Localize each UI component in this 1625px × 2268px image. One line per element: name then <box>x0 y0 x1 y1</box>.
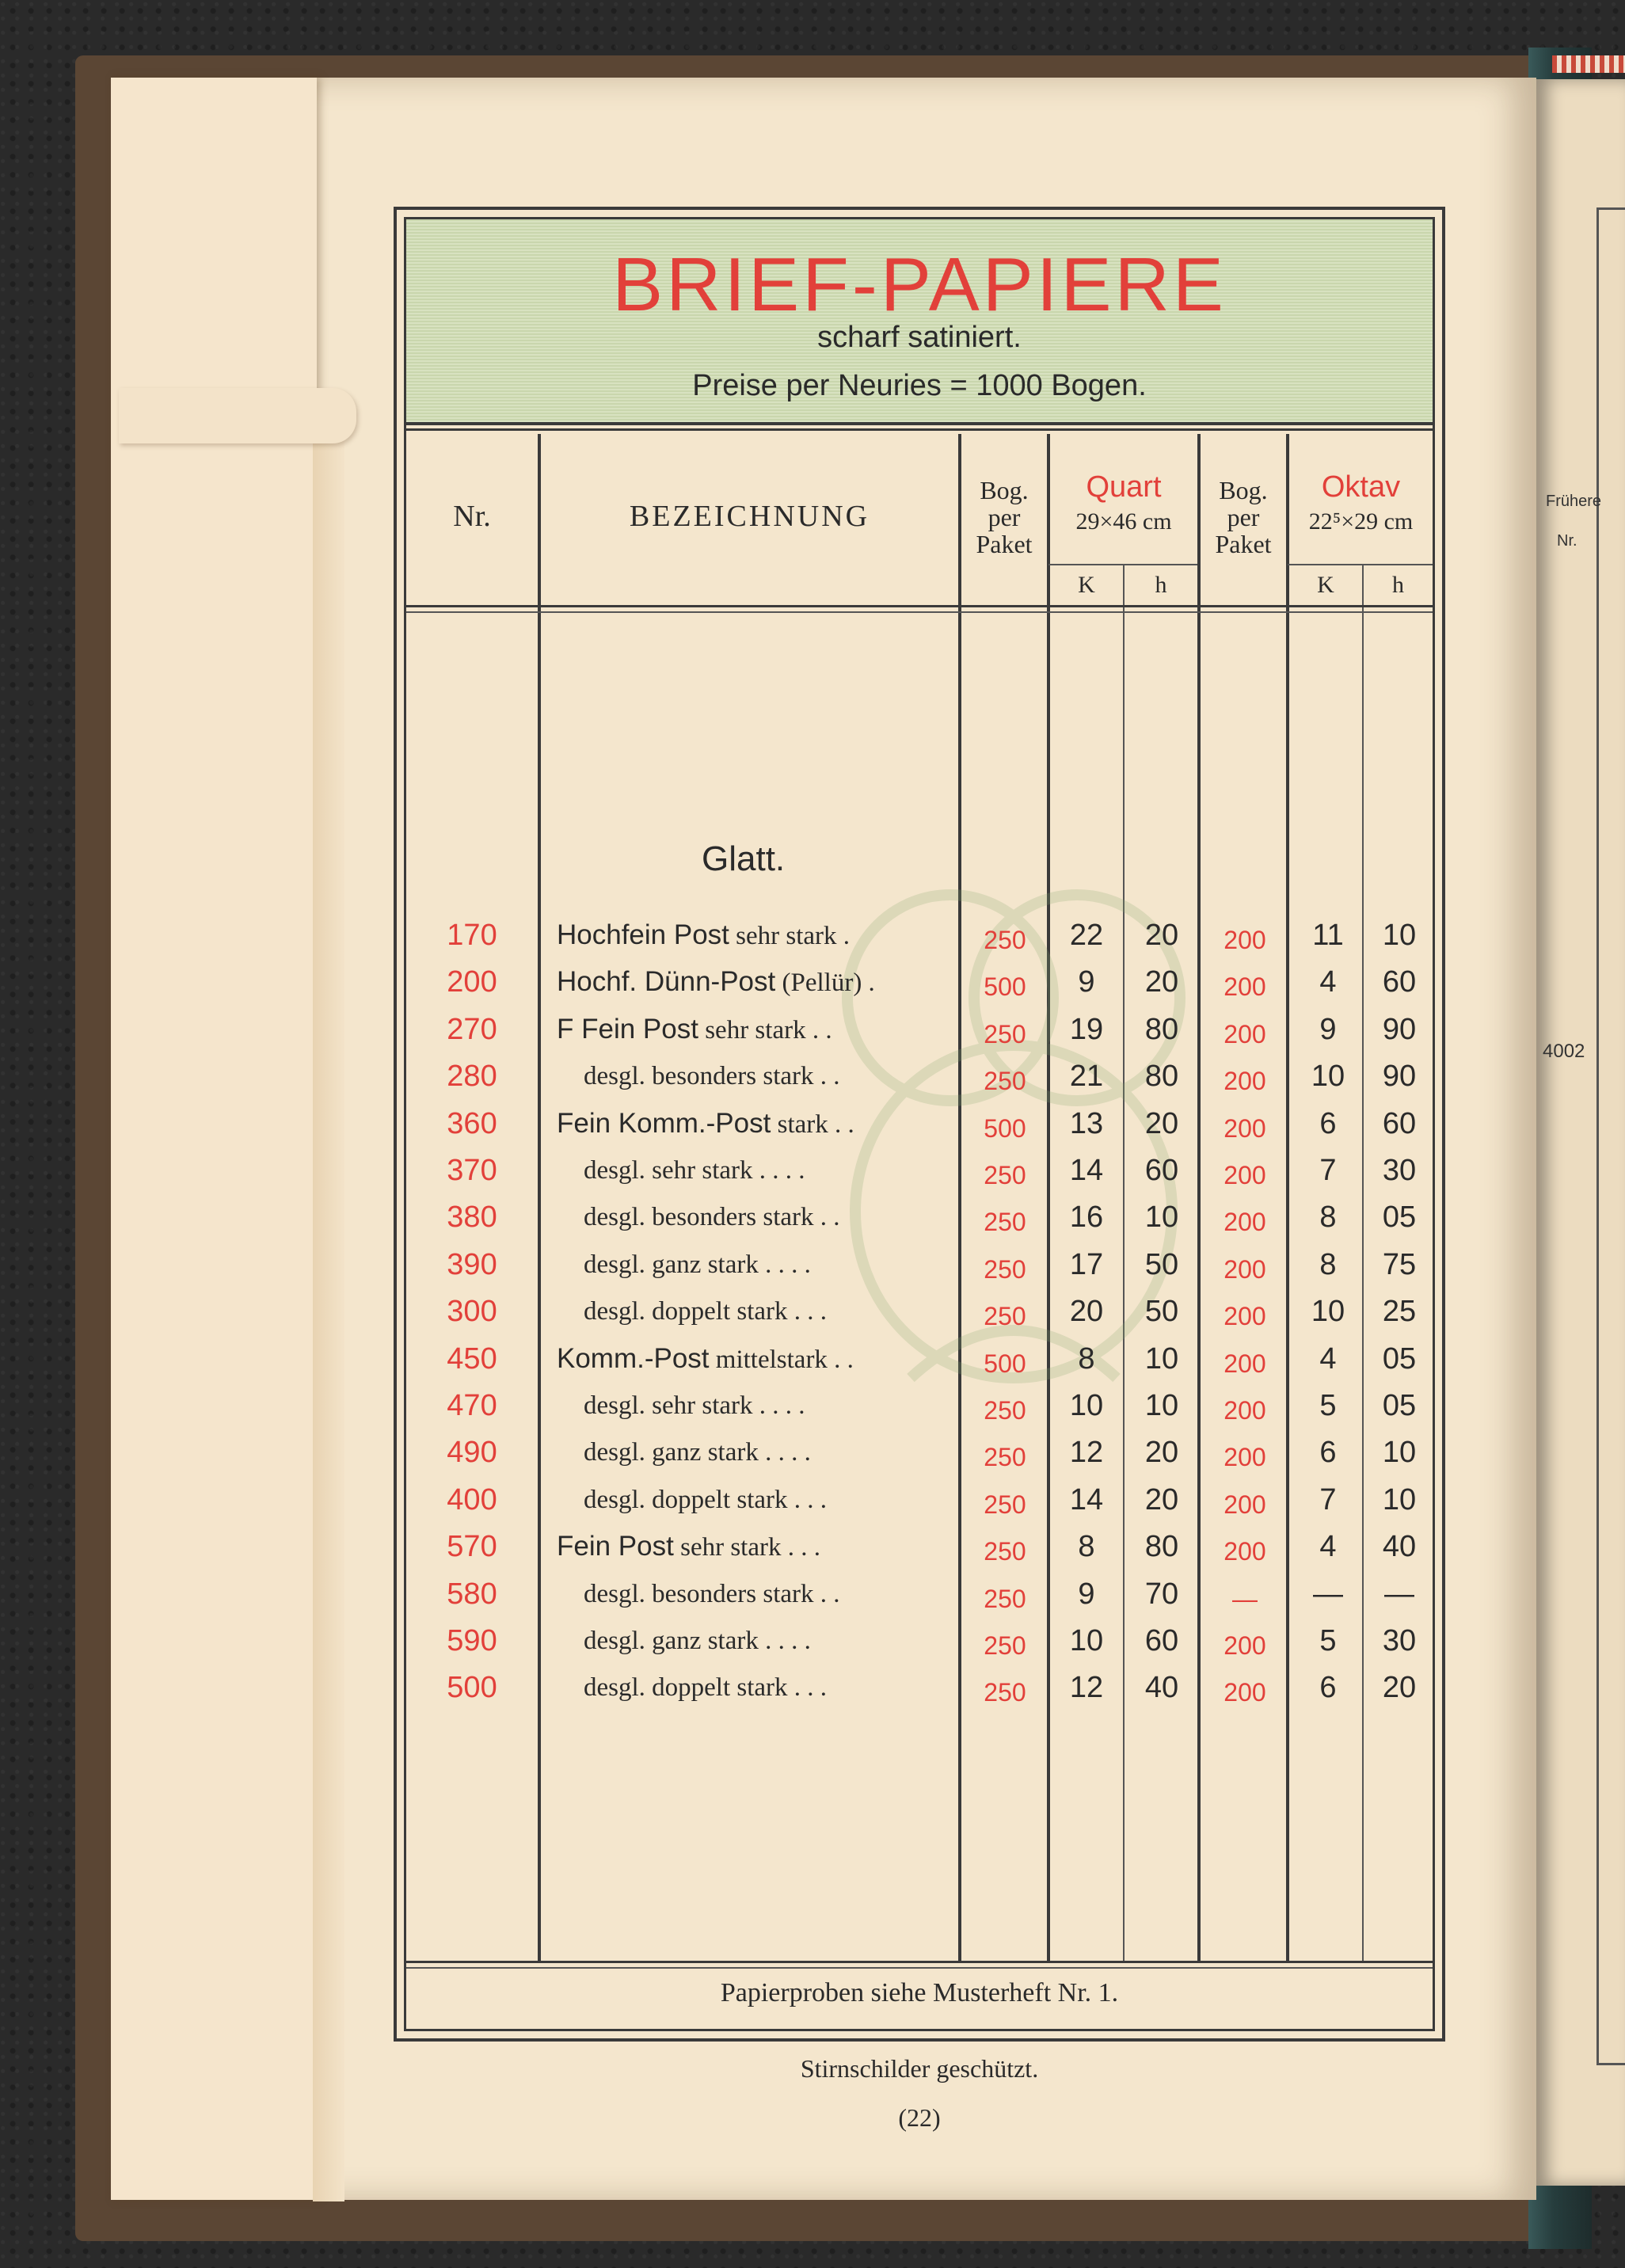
item-description <box>584 1194 980 1240</box>
col-header-oktav: Oktav <box>1321 470 1401 504</box>
sheets-per-pack-quart: 250 <box>984 1161 1026 1189</box>
price-quart-kronen: 9 <box>1078 965 1095 999</box>
price-quart-heller: 20 <box>1144 1436 1179 1469</box>
price-quart-kronen: 8 <box>1078 1342 1095 1376</box>
bog-label: Bog. <box>980 476 1029 504</box>
price-quart-kronen: 10 <box>1069 1624 1104 1657</box>
price-quart-kronen: 9 <box>1078 1577 1095 1611</box>
sheets-per-pack-oktav: 200 <box>1224 1020 1266 1048</box>
item-number: 270 <box>447 1013 497 1046</box>
price-oktav-kronen: 11 <box>1312 919 1344 952</box>
price-oktav-kronen: 8 <box>1319 1201 1337 1234</box>
price-oktav-heller: 10 <box>1382 919 1417 952</box>
item-number: 470 <box>447 1389 497 1422</box>
facing-page-fruehere: Frühere <box>1546 493 1602 510</box>
item-description <box>584 1429 980 1475</box>
price-quart-kronen: 22 <box>1069 919 1104 952</box>
price-note: Preise per Neuries = 1000 Bogen. <box>692 369 1147 402</box>
item-description <box>584 1288 980 1334</box>
bog-label: Bog. <box>1219 476 1268 504</box>
ribbon-stripe <box>1552 55 1625 73</box>
col-header-quart: Quart <box>1086 470 1162 504</box>
table-row <box>406 1147 1433 1193</box>
index-tab[interactable] <box>119 388 356 443</box>
item-detail: desgl. doppelt stark . . . <box>584 1297 828 1326</box>
price-oktav-kronen: — <box>1313 1577 1343 1611</box>
table-row <box>406 1242 1433 1288</box>
item-description <box>584 1618 980 1664</box>
item-name: Fein Komm.-Post <box>557 1108 771 1139</box>
price-oktav-heller: 20 <box>1382 1671 1417 1704</box>
item-description <box>584 1147 980 1193</box>
price-quart-heller: 20 <box>1144 919 1179 952</box>
price-oktav-heller: 30 <box>1382 1624 1417 1657</box>
sheets-per-pack-quart: 250 <box>984 1585 1026 1613</box>
table-row <box>406 1336 1433 1382</box>
table-row <box>406 1618 1433 1664</box>
item-description <box>584 1053 980 1099</box>
sheets-per-pack-quart: 250 <box>984 926 1026 954</box>
price-quart-heller: 80 <box>1144 1060 1179 1093</box>
sheets-per-pack-oktav: 200 <box>1224 1678 1266 1707</box>
item-description <box>584 1477 980 1523</box>
sheets-per-pack-oktav: 200 <box>1224 1302 1266 1330</box>
price-oktav-heller: 05 <box>1382 1342 1417 1376</box>
col-header-quart-h: h <box>1155 572 1167 598</box>
sheets-per-pack-quart: 250 <box>984 1443 1026 1471</box>
sheets-per-pack-quart: 250 <box>984 1255 1026 1284</box>
table-bottom-line <box>406 1961 1433 1963</box>
item-name: Hochf. Dünn-Post <box>557 966 776 997</box>
price-oktav-heller: 10 <box>1382 1436 1417 1469</box>
item-description <box>557 1007 953 1053</box>
price-quart-kronen: 8 <box>1078 1530 1095 1563</box>
item-detail: sehr stark . <box>729 922 851 950</box>
page-gutter <box>313 428 344 2201</box>
price-quart-kronen: 14 <box>1069 1154 1104 1187</box>
page-title: BRIEF-PAPIERE <box>612 242 1227 327</box>
price-quart-heller: 10 <box>1144 1342 1179 1376</box>
sheets-per-pack-oktav: 200 <box>1224 1208 1266 1236</box>
sheets-per-pack-oktav: 200 <box>1224 1490 1266 1519</box>
table-row <box>406 1429 1433 1475</box>
price-oktav-heller: 75 <box>1382 1248 1417 1281</box>
table-row <box>406 1194 1433 1240</box>
price-quart-kronen: 21 <box>1069 1060 1104 1093</box>
item-name: Hochfein Post <box>557 919 729 950</box>
price-quart-kronen: 12 <box>1069 1436 1104 1469</box>
header-bottom-line-2 <box>406 611 1433 613</box>
price-oktav-heller: 90 <box>1382 1013 1417 1046</box>
paket-label: Paket <box>976 530 1033 558</box>
table-row <box>406 1383 1433 1429</box>
sheets-per-pack-quart: 250 <box>984 1020 1026 1048</box>
item-detail: sehr stark . . . <box>673 1533 820 1562</box>
price-oktav-kronen: 7 <box>1319 1154 1337 1187</box>
price-oktav-heller: 10 <box>1382 1483 1417 1516</box>
header-bottom-line <box>406 605 1433 607</box>
item-detail: desgl. sehr stark . . . . <box>584 1156 805 1185</box>
sheets-per-pack-quart: 250 <box>984 1678 1026 1707</box>
sheets-per-pack-oktav: 200 <box>1224 926 1266 954</box>
price-oktav-kronen: 6 <box>1319 1671 1337 1704</box>
sheets-per-pack-oktav: 200 <box>1224 1349 1266 1378</box>
price-quart-heller: 10 <box>1144 1389 1179 1422</box>
price-oktav-kronen: 10 <box>1311 1295 1345 1328</box>
price-oktav-kronen: 6 <box>1319 1436 1337 1469</box>
table-bottom-line-2 <box>406 1967 1433 1969</box>
sheets-per-pack-oktav: 200 <box>1224 1161 1266 1189</box>
price-quart-kronen: 19 <box>1069 1013 1104 1046</box>
item-description <box>557 912 953 959</box>
price-quart-heller: 40 <box>1144 1671 1179 1704</box>
item-number: 500 <box>447 1671 497 1704</box>
item-detail: desgl. sehr stark . . . . <box>584 1391 805 1420</box>
sheets-per-pack-quart: 250 <box>984 1396 1026 1425</box>
sheets-per-pack-quart: 250 <box>984 1067 1026 1095</box>
col-header-nr: Nr. <box>453 500 491 533</box>
item-description <box>557 1101 953 1147</box>
item-detail: desgl. ganz stark . . . . <box>584 1438 811 1467</box>
col-header-oktav-size: 22⁵×29 cm <box>1308 508 1414 535</box>
price-oktav-heller: — <box>1384 1577 1414 1611</box>
per-label: per <box>1227 503 1260 531</box>
item-name: F Fein Post <box>557 1014 698 1045</box>
price-quart-heller: 20 <box>1144 1483 1179 1516</box>
header-divider <box>406 428 1433 431</box>
sheets-per-pack-oktav: 200 <box>1224 1537 1266 1566</box>
price-quart-kronen: 16 <box>1069 1201 1104 1234</box>
price-quart-heller: 20 <box>1144 1107 1179 1140</box>
price-quart-heller: 50 <box>1144 1248 1179 1281</box>
price-quart-heller: 80 <box>1144 1013 1179 1046</box>
price-quart-kronen: 10 <box>1069 1389 1104 1422</box>
paket-label: Paket <box>1215 530 1272 558</box>
col-header-bezeichnung: BEZEICHNUNG <box>629 500 870 533</box>
table-row <box>406 1101 1433 1147</box>
col-header-oktav-h: h <box>1392 572 1404 598</box>
sheets-per-pack-oktav: 200 <box>1224 1443 1266 1471</box>
price-oktav-kronen: 5 <box>1319 1389 1337 1422</box>
item-detail: desgl. ganz stark . . . . <box>584 1250 811 1279</box>
price-oktav-kronen: 7 <box>1319 1483 1337 1516</box>
sheets-per-pack-oktav: 200 <box>1224 1067 1266 1095</box>
sheets-per-pack-oktav: 200 <box>1224 1631 1266 1660</box>
item-number: 360 <box>447 1107 497 1140</box>
price-oktav-heller: 25 <box>1382 1295 1417 1328</box>
facing-page-frame <box>1596 207 1625 2065</box>
sheets-per-pack-quart: 250 <box>984 1490 1026 1519</box>
item-description <box>557 959 953 1006</box>
price-oktav-kronen: 4 <box>1319 965 1337 999</box>
facing-page-value: 4002 <box>1543 1041 1585 1062</box>
table-row <box>406 1477 1433 1523</box>
col-header-bog-quart <box>961 477 1047 557</box>
item-description <box>584 1242 980 1288</box>
item-number: 370 <box>447 1154 497 1187</box>
item-number: 390 <box>447 1248 497 1281</box>
table-row <box>406 1007 1433 1052</box>
price-quart-heller: 50 <box>1144 1295 1179 1328</box>
col-header-bog-oktav <box>1201 477 1286 557</box>
price-oktav-kronen: 10 <box>1311 1060 1345 1093</box>
price-oktav-kronen: 8 <box>1319 1248 1337 1281</box>
sheets-per-pack-quart: 500 <box>984 1349 1026 1378</box>
price-quart-heller: 60 <box>1144 1154 1179 1187</box>
item-number: 590 <box>447 1624 497 1657</box>
sheets-per-pack-quart: 500 <box>984 1114 1026 1143</box>
price-oktav-heller: 05 <box>1382 1201 1417 1234</box>
price-quart-heller: 70 <box>1144 1577 1179 1611</box>
section-heading-glatt: Glatt. <box>702 839 786 878</box>
item-detail: desgl. ganz stark . . . . <box>584 1627 811 1655</box>
table-row <box>406 959 1433 1005</box>
table-row <box>406 912 1433 958</box>
item-name: Komm.-Post <box>557 1343 710 1374</box>
item-number: 570 <box>447 1530 497 1563</box>
price-quart-heller: 20 <box>1144 965 1179 999</box>
col-header-quart-size: 29×46 cm <box>1075 508 1172 535</box>
item-detail: stark . . <box>771 1110 854 1139</box>
page-number: (22) <box>898 2103 941 2132</box>
sheets-per-pack-quart: 500 <box>984 972 1026 1001</box>
sheets-per-pack-oktav: 200 <box>1224 1114 1266 1143</box>
item-number: 380 <box>447 1201 497 1234</box>
item-detail: desgl. besonders stark . . <box>584 1203 840 1231</box>
per-label: per <box>988 503 1021 531</box>
item-number: 400 <box>447 1483 497 1516</box>
item-detail: mittelstark . . <box>709 1345 854 1374</box>
price-oktav-heller: 05 <box>1382 1389 1417 1422</box>
footer-note: Papierproben siehe Musterheft Nr. 1. <box>720 1978 1119 2007</box>
price-oktav-kronen: 6 <box>1319 1107 1337 1140</box>
price-quart-kronen: 12 <box>1069 1671 1104 1704</box>
price-oktav-heller: 60 <box>1382 965 1417 999</box>
table-row <box>406 1524 1433 1570</box>
price-oktav-heller: 40 <box>1382 1530 1417 1563</box>
price-oktav-heller: 30 <box>1382 1154 1417 1187</box>
item-description <box>584 1665 980 1711</box>
item-name: Fein Post <box>557 1531 674 1562</box>
price-oktav-kronen: 5 <box>1319 1624 1337 1657</box>
item-detail: desgl. doppelt stark . . . <box>584 1486 828 1514</box>
item-number: 170 <box>447 919 497 952</box>
sheets-per-pack-quart: 250 <box>984 1208 1026 1236</box>
price-oktav-kronen: 4 <box>1319 1530 1337 1563</box>
table-row <box>406 1053 1433 1099</box>
sheets-per-pack-quart: 250 <box>984 1302 1026 1330</box>
item-detail: desgl. doppelt stark . . . <box>584 1673 828 1702</box>
item-detail: desgl. besonders stark . . <box>584 1580 840 1608</box>
table-row <box>406 1665 1433 1711</box>
item-number: 280 <box>447 1060 497 1093</box>
price-oktav-heller: 60 <box>1382 1107 1417 1140</box>
item-description <box>557 1524 953 1570</box>
page-subtitle: scharf satiniert. <box>817 321 1022 354</box>
price-quart-heller: 80 <box>1144 1530 1179 1563</box>
item-number: 580 <box>447 1577 497 1611</box>
item-number: 200 <box>447 965 497 999</box>
sheets-per-pack-quart: 250 <box>984 1537 1026 1566</box>
item-description <box>557 1336 953 1383</box>
item-detail: sehr stark . . <box>698 1016 832 1045</box>
protection-note: Stirnschilder geschützt. <box>800 2054 1039 2083</box>
item-number: 450 <box>447 1342 497 1376</box>
item-description <box>584 1571 980 1617</box>
table-row <box>406 1288 1433 1334</box>
sheets-per-pack-oktav: 200 <box>1224 1255 1266 1284</box>
oktav-subheader-line <box>1288 564 1433 565</box>
col-header-oktav-k: K <box>1317 572 1334 598</box>
quart-subheader-line <box>1048 564 1197 565</box>
sheets-per-pack-quart: 250 <box>984 1631 1026 1660</box>
price-oktav-heller: 90 <box>1382 1060 1417 1093</box>
item-number: 300 <box>447 1295 497 1328</box>
col-header-quart-k: K <box>1078 572 1095 598</box>
price-quart-kronen: 17 <box>1069 1248 1104 1281</box>
price-quart-kronen: 14 <box>1069 1483 1104 1516</box>
price-quart-kronen: 20 <box>1069 1295 1104 1328</box>
price-quart-heller: 60 <box>1144 1624 1179 1657</box>
item-description <box>584 1383 980 1429</box>
sheets-per-pack-oktav: 200 <box>1224 972 1266 1001</box>
price-quart-kronen: 13 <box>1069 1107 1104 1140</box>
price-oktav-kronen: 4 <box>1319 1342 1337 1376</box>
item-detail: desgl. besonders stark . . <box>584 1062 840 1090</box>
item-number: 490 <box>447 1436 497 1469</box>
item-detail: (Pellür) . <box>775 968 875 997</box>
sheets-per-pack-oktav: — <box>1232 1585 1258 1613</box>
price-oktav-kronen: 9 <box>1319 1013 1337 1046</box>
price-quart-heller: 10 <box>1144 1201 1179 1234</box>
table-row <box>406 1571 1433 1617</box>
sheets-per-pack-oktav: 200 <box>1224 1396 1266 1425</box>
facing-page-nr: Nr. <box>1557 532 1577 550</box>
